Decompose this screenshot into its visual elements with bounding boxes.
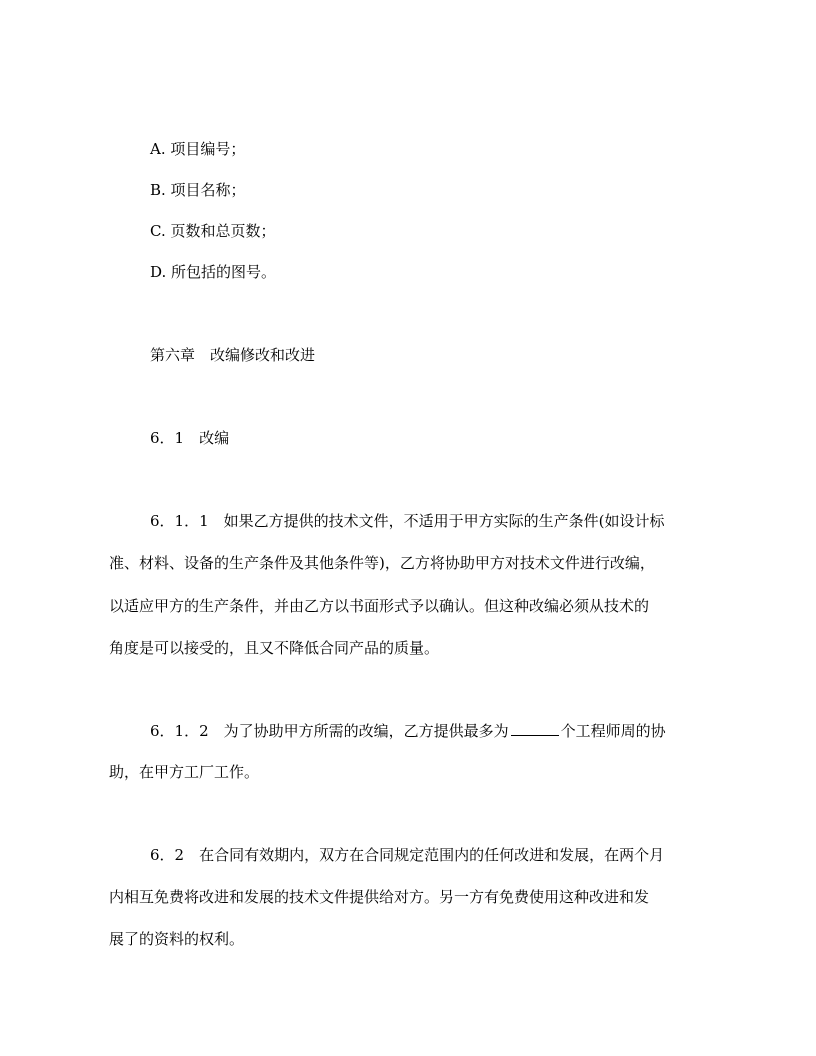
list-item-d: D. 所包括的图号。 (150, 263, 277, 281)
clause-6-1-2-text-before-blank: 6．1．2 为了协助甲方所需的改编，乙方提供最多为 (150, 722, 509, 740)
clause-6-1-1-line-3: 以适应甲方的生产条件，并由乙方以书面形式予以确认。但这种改编必须从技术的 (109, 597, 650, 615)
list-item-b: B. 项目名称； (150, 181, 246, 199)
clause-6-1-1-line-4: 角度是可以接受的，且又不降低合同产品的质量。 (109, 639, 440, 657)
clause-6-1-1-line-2: 准、材料、设备的生产条件及其他条件等)，乙方将协助甲方对技术文件进行改编， (109, 554, 655, 572)
clause-6-1-1-line-1: 6．1．1 如果乙方提供的技术文件，不适用于甲方实际的生产条件(如设计标 (150, 512, 665, 530)
clause-6-1-2-line-1 (150, 721, 666, 741)
list-item-a: A. 项目编号； (150, 140, 246, 158)
clause-6-2-line-3: 展了的资料的权利。 (109, 930, 245, 948)
clause-6-1-2-line-2: 助，在甲方工厂工作。 (109, 763, 260, 781)
list-item-c: C. 页数和总页数； (150, 222, 276, 240)
clause-6-2-line-1: 6．2 在合同有效期内，双方在合同规定范围内的任何改进和发展，在两个月 (150, 846, 665, 864)
chapter-title: 第六章 改编修改和改进 (150, 346, 316, 364)
section-heading-6-1: 6．1 改编 (150, 429, 230, 447)
fill-in-blank (511, 721, 559, 736)
clause-6-2-line-2: 内相互免费将改进和发展的技术文件提供给对方。另一方有免费使用这种改进和发 (109, 888, 650, 906)
clause-6-1-2-text-after-blank: 个工程师周的协 (560, 722, 666, 740)
